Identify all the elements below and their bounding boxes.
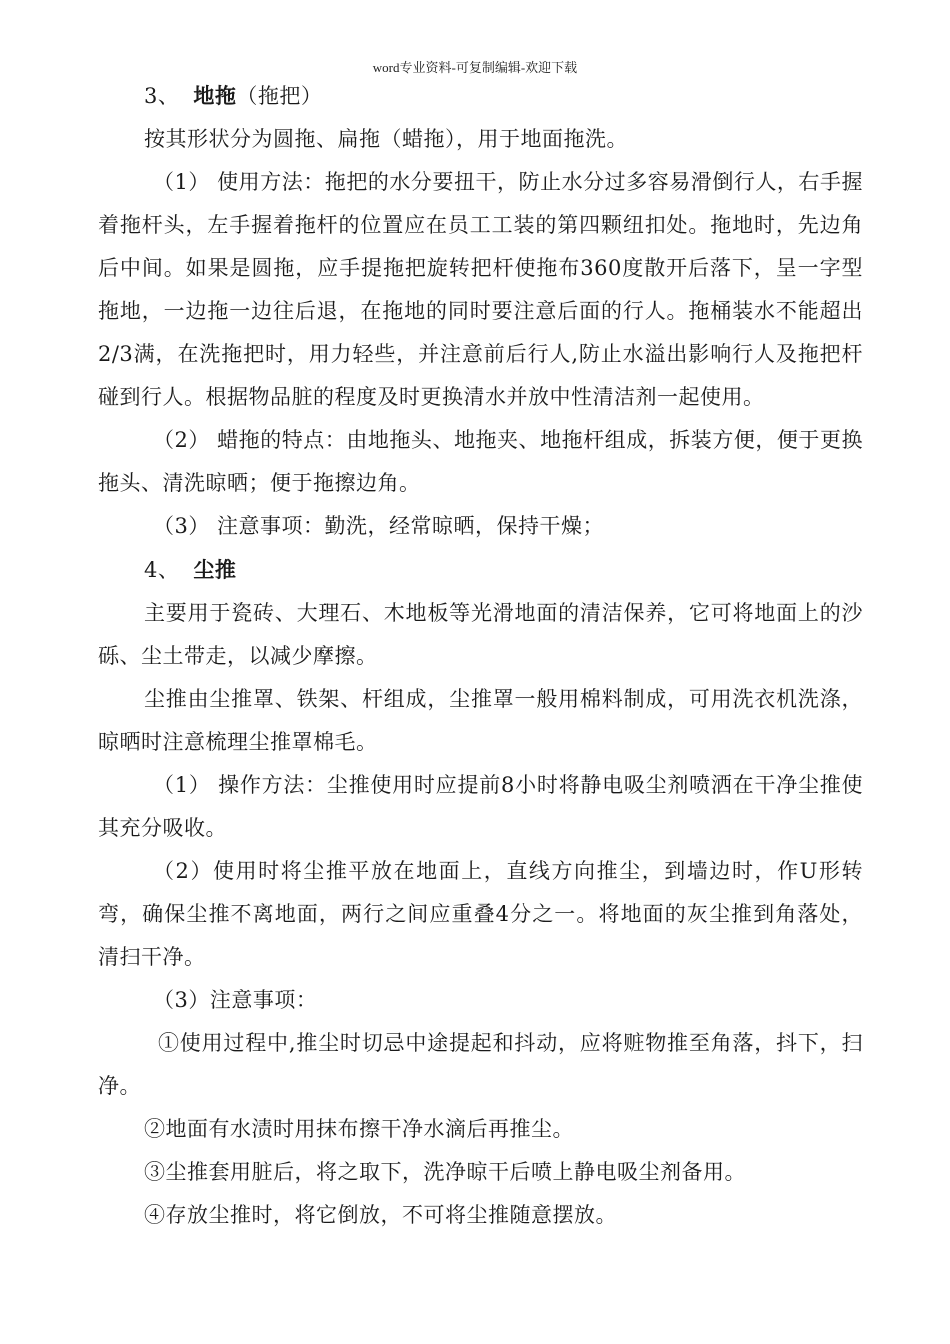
section-3-number: 3、 xyxy=(144,84,180,108)
section-4-note-1: ①使用过程中,推尘时切忌中途提起和抖动，应将赃物推至角落，抖下，扫净。 xyxy=(98,1031,863,1098)
section-4-note-4: ④存放尘推时，将它倒放，不可将尘推随意摆放。 xyxy=(144,1203,617,1227)
section-4-intro-1: 主要用于瓷砖、大理石、木地板等光滑地面的清洁保养，它可将地面上的沙砾、尘土带走，以减少摩擦。 xyxy=(98,601,863,668)
section-4-paragraph-3: （3）注意事项： xyxy=(153,988,318,1012)
page-header: word专业资料-可复制编辑-欢迎下载 xyxy=(372,60,578,75)
section-3-subtitle: （拖把） xyxy=(236,84,323,108)
section-3-intro: 按其形状分为圆拖、扁拖（蜡拖），用于地面拖洗。 xyxy=(144,127,628,151)
section-3-paragraph-3: （3） 注意事项：勤洗，经常晾晒，保持干燥； xyxy=(153,514,605,538)
section-4-note-2: ②地面有水渍时用抹布擦干净水滴后再推尘。 xyxy=(144,1117,574,1141)
section-3-title: 地拖 xyxy=(193,83,237,108)
section-4-intro-2: 尘推由尘推罩、铁架、杆组成，尘推罩一般用棉料制成，可用洗衣机洗涤，晾晒时注意梳理尘推罩棉毛。 xyxy=(98,687,863,754)
section-3-paragraph-2: （2） 蜡拖的特点：由地拖头、地拖夹、地拖杆组成，拆装方便，便于更换拖头、清洗晾晒；便于拖擦边角。 xyxy=(98,428,863,495)
section-4-number: 4、 xyxy=(144,558,180,582)
section-4-heading xyxy=(98,548,863,592)
section-3-heading xyxy=(98,74,863,118)
section-4-paragraph-2: （2）使用时将尘推平放在地面上，直线方向推尘，到墙边时，作U形转弯，确保尘推不离地面，两行之间应重叠4分之一。将地面的灰尘推到角落处，清扫干净。 xyxy=(98,859,863,969)
section-4-paragraph-1: （1） 操作方法：尘推使用时应提前8小时将静电吸尘剂喷洒在干净尘推使其充分吸收。 xyxy=(98,773,863,840)
section-4-title: 尘推 xyxy=(193,557,237,582)
section-3-paragraph-1: （1） 使用方法：拖把的水分要扭干，防止水分过多容易滑倒行人，右手握着拖杆头，左手握着拖杆的位置应在员工工装的第四颗纽扣处。拖地时，先边角后中间。如果是圆拖，应手提拖把旋转把杆使拖布360度散开后落下，呈一字型拖地，一边拖一边往后退，在拖地的同时要注意后面的行人。拖桶装水不能超出2/3满，在洗拖把时，用力轻些，并注意前后行人,防止水溢出影响行人及拖把杆碰到行人。根据物品脏的程度及时更换清水并放中性清洁剂一起使用。 xyxy=(98,170,863,409)
document-body xyxy=(98,74,863,1237)
section-4-note-3: ③尘推套用脏后，将之取下，洗净晾干后喷上静电吸尘剂备用。 xyxy=(144,1160,746,1184)
